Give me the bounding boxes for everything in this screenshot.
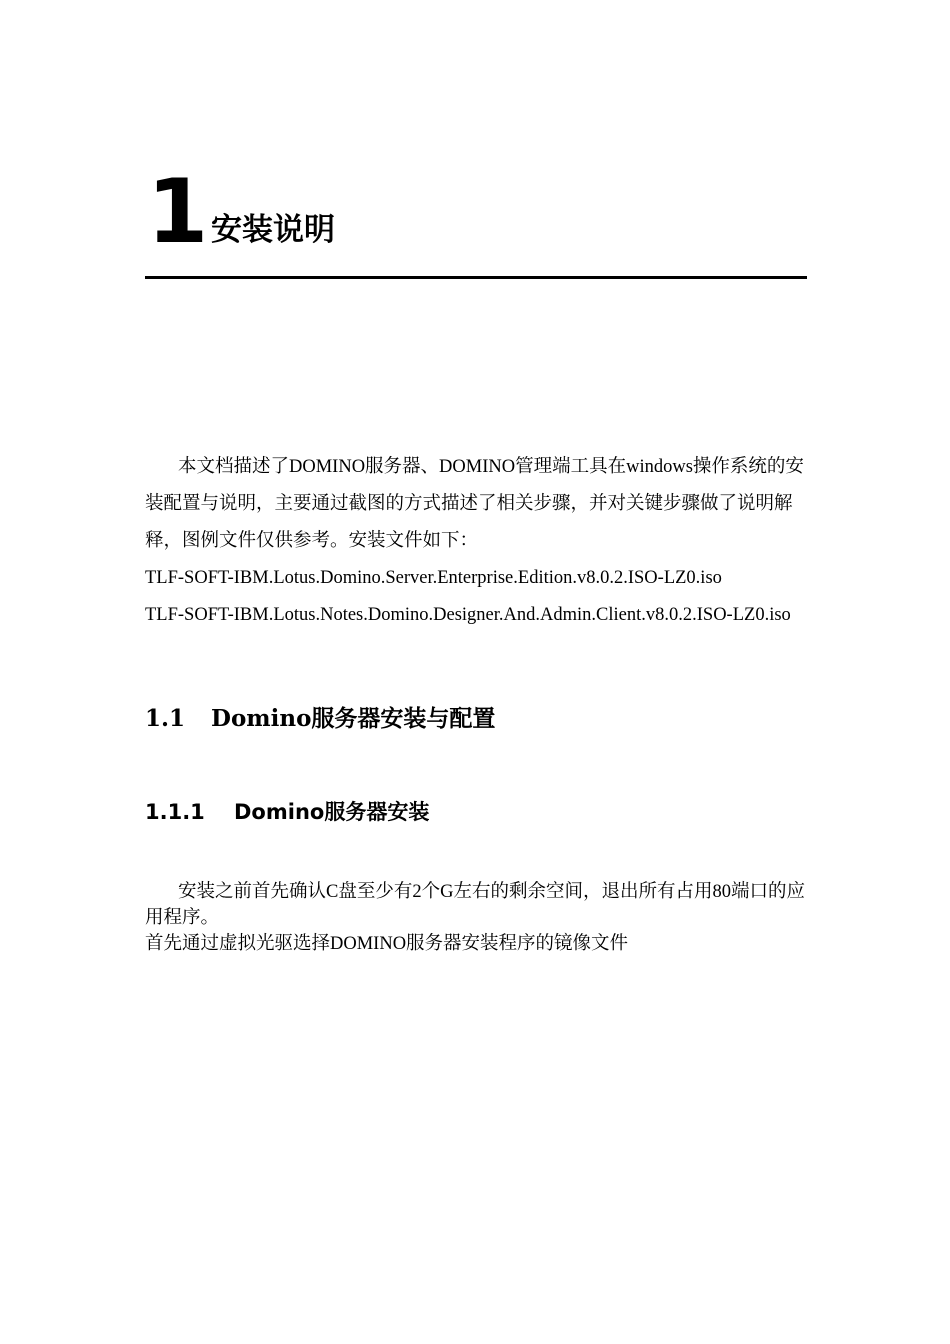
subsection-title: Domino服务器安装 xyxy=(234,800,430,824)
chapter-heading xyxy=(145,160,807,263)
subsection-body xyxy=(145,879,809,957)
intro-section xyxy=(145,449,809,634)
section-title: Domino服务器安装与配置 xyxy=(211,705,496,732)
body-paragraph-2: 首先通过虚拟光驱选择DOMINO服务器安装程序的镜像文件 xyxy=(145,934,629,954)
chapter-title: 安装说明 xyxy=(211,212,335,248)
subsection-number: 1.1.1 xyxy=(145,800,205,824)
section-number: 1.1 xyxy=(145,705,186,732)
section-heading xyxy=(145,700,495,738)
chapter-divider xyxy=(145,276,807,279)
install-file-1: TLF-SOFT-IBM.Lotus.Domino.Server.Enterprise.Edition.v8.0.2.ISO-LZ0.iso xyxy=(145,568,722,588)
install-file-2: TLF-SOFT-IBM.Lotus.Notes.Domino.Designer.And.Admin.Client.v8.0.2.ISO-LZ0.iso xyxy=(145,605,791,625)
body-paragraph-1: 安装之前首先确认C盘至少有2个G左右的剩余空间，退出所有占用80端口的应用程序。 xyxy=(145,882,805,928)
intro-paragraph: 本文档描述了DOMINO服务器、DOMINO管理端工具在windows操作系统的安装配置与说明，主要通过截图的方式描述了相关步骤，并对关键步骤做了说明解释，图例文件仅供参考。安装文件如下： xyxy=(145,457,804,551)
chapter-number: 1 xyxy=(147,160,207,263)
subsection-heading xyxy=(145,794,429,830)
